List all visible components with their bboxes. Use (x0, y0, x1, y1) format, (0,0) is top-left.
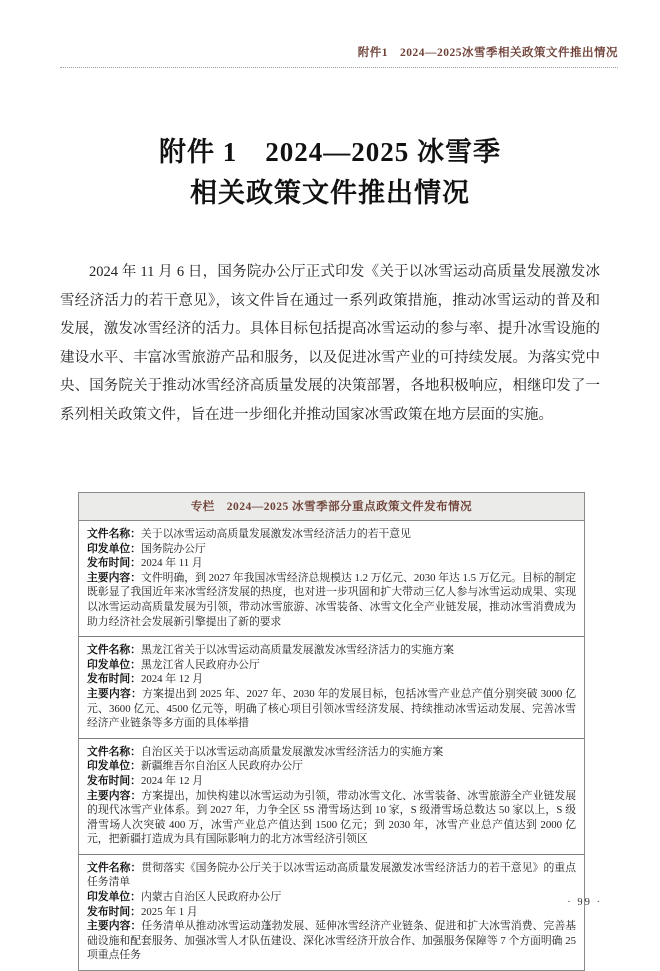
field-date-value: 2024 年 11 月 (140, 557, 203, 570)
field-date (87, 672, 576, 687)
document-page (0, 44, 660, 962)
field-content-value: 方案提出，加快构建以冰雪运动为引领，带动冰雪文化、冰雪装备、冰雪旅游全产业链发展的现代冰雪产业体系。到 2027 年，力争全区 5S 滑雪场达到 10 家，S 级滑雪场总数达 50 家以上，S 级滑雪场人次突破 400 万，冰雪产业总产值达到 1500 亿元；到 2030 年，冰雪产业总产值达到 2000 亿元，把新疆打造成为具有国际影响力的北方冰雪经济引领区 (87, 789, 576, 846)
field-date (87, 556, 576, 571)
field-name-value: 黑龙江省关于以冰雪运动高质量发展激发冰雪经济活力的实施方案 (140, 644, 455, 657)
field-name (87, 861, 576, 890)
policy-column-box (78, 492, 585, 971)
field-name (87, 745, 576, 760)
field-issuer-label: 印发单位： (87, 658, 141, 671)
field-name-label: 文件名称： (87, 745, 141, 758)
page-number: · 99 · (567, 897, 602, 908)
field-content-value: 方案提出到 2025 年、2027 年、2030 年的发展目标，包括冰雪产业总产值分别突破 3000 亿元、3600 亿元、4500 亿元等，明确了核心项目引领冰雪经济发展、持续推动冰雪运动发展、完善冰雪经济产业链条等多方面的具体举措 (87, 687, 577, 730)
field-issuer (87, 890, 576, 905)
page-title (60, 132, 600, 214)
field-content (87, 687, 576, 731)
field-name (87, 643, 576, 658)
field-content (87, 571, 576, 629)
field-name-label: 文件名称： (87, 528, 141, 540)
field-date-label: 发布时间： (87, 673, 141, 686)
intro-paragraph: 2024 年 11 月 6 日，国务院办公厅正式印发《关于以冰雪运动高质量发展激发冰雪经济活力的若干意见》，该文件旨在通过一系列政策措施，推动冰雪运动的普及和发展，激发冰雪经济的活力。具体目标包括提高冰雪运动的参与率、提升冰雪设施的建设水平、丰富冰雪旅游产品和服务，以及促进冰雪产业的可持续发展。为落实党中央、国务院关于推动冰雪经济高质量发展的决策部署，各地积极响应，相继印发了一系列相关政策文件，旨在进一步细化并推动国家冰雪政策在地方层面的实施。 (60, 264, 600, 423)
field-issuer-label: 印发单位： (87, 891, 141, 904)
policy-entry-2 (79, 636, 584, 738)
page-title-line1: 附件 1 2024—2025 冰雪季 (159, 137, 501, 167)
field-issuer-label: 印发单位： (87, 542, 141, 555)
field-content-label: 主要内容： (87, 920, 142, 933)
field-issuer (87, 542, 576, 557)
running-header-text: 附件1 2024—2025冰雪季相关政策文件推出情况 (357, 47, 618, 59)
field-date (87, 905, 576, 920)
field-content-value: 文件明确，到 2027 年我国冰雪经济总规模达 1.2 万亿元、2030 年达 1.5 万亿元。目标的制定既彰显了我国近年来冰雪经济发展的热度，也对进一步巩固和扩大带动三亿人参与冰雪运动成果、实现以冰雪运动高质量发展为引领，带动冰雪旅游、冰雪装备、冰雪文化全产业链发展，推动冰雪消费成为助力经济社会发展新引擎提出了新的要求 (87, 571, 577, 628)
header-dotted-rule (60, 67, 618, 68)
policy-entry-1 (79, 521, 584, 636)
field-issuer-value: 内蒙古自治区人民政府办公厅 (140, 891, 282, 904)
field-name-value: 贯彻落实《国务院办公厅关于以冰雪运动高质量发展激发冰雪经济活力的若干意见》的重点任务清单 (87, 861, 576, 889)
running-header (60, 44, 618, 60)
field-name-value: 关于以冰雪运动高质量发展激发冰雪经济活力的若干意见 (140, 528, 411, 540)
field-date-label: 发布时间： (87, 774, 141, 787)
field-issuer-value: 黑龙江省人民政府办公厅 (140, 658, 260, 671)
field-name (87, 527, 576, 542)
field-content-label: 主要内容： (87, 687, 143, 700)
field-date-label: 发布时间： (87, 905, 141, 918)
page-title-line2: 相关政策文件推出情况 (190, 178, 470, 208)
field-date-value: 2024 年 12 月 (140, 774, 204, 787)
field-date-value: 2024 年 12 月 (140, 673, 204, 686)
field-issuer (87, 658, 576, 673)
field-issuer-value: 新疆维吾尔自治区人民政府办公厅 (140, 760, 303, 773)
field-date (87, 774, 576, 789)
field-date-value: 2025 年 1 月 (140, 905, 198, 918)
field-content-label: 主要内容： (87, 571, 142, 584)
policy-entry-4 (79, 854, 584, 970)
column-box-header: 专栏 2024—2025 冰雪季部分重点政策文件发布情况 (79, 493, 584, 521)
field-content-value: 任务清单从推动冰雪运动蓬勃发展、延伸冰雪经济产业链条、促进和扩大冰雪消费、完善基础设施和配套服务、加强冰雪人才队伍建设、深化冰雪经济开放合作、加强服务保障等 7 个方面明确 25 项重点任务 (87, 920, 576, 962)
policy-entry-3 (79, 738, 584, 854)
field-issuer-value: 国务院办公厅 (140, 542, 206, 555)
field-content (87, 919, 576, 963)
field-name-value: 自治区关于以冰雪运动高质量发展激发冰雪经济活力的实施方案 (140, 745, 444, 758)
field-issuer-label: 印发单位： (87, 760, 141, 773)
field-date-label: 发布时间： (87, 557, 141, 570)
field-name-label: 文件名称： (87, 861, 142, 874)
field-content-label: 主要内容： (87, 789, 142, 802)
field-issuer (87, 759, 576, 774)
field-name-label: 文件名称： (87, 644, 141, 657)
field-content (87, 789, 576, 847)
